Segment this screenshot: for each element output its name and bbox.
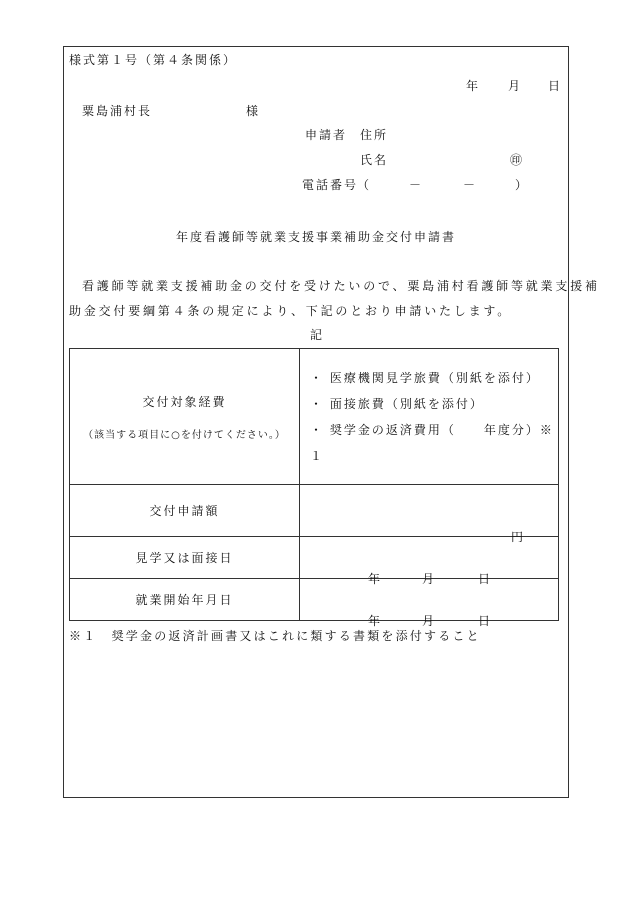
amount-label: 交付申請額 (70, 485, 300, 537)
addressee-honorific: 様 (246, 104, 259, 118)
application-table (69, 348, 559, 628)
date-month: 月 (508, 79, 521, 93)
employment-month: 月 (422, 613, 435, 628)
interview-month: 月 (422, 571, 435, 586)
footnote: ※１ 奨学金の返済計画書又はこれに類する書類を添付すること (69, 629, 481, 643)
expense-note: （該当する項目に○を付けてください。） (83, 429, 286, 441)
address-label: 住所 (360, 128, 389, 142)
table-row (70, 537, 559, 579)
document-title: 年度看護師等就業支援事業補助金交付申請書 (176, 230, 457, 244)
table-row (70, 349, 559, 485)
phone-dash-1: － (409, 178, 422, 192)
expense-option-2: ・ 面接旅費（別紙を添付） (310, 396, 484, 411)
phone-dash-2: － (463, 178, 476, 192)
form-number: 様式第１号（第４条関係） (69, 53, 238, 67)
expense-option-1: ・ 医療機関見学旅費（別紙を添付） (310, 370, 540, 385)
applicant-label: 申請者 (305, 128, 348, 142)
interview-date-label: 見学又は面接日 (70, 537, 300, 579)
phone-open: （ (357, 178, 370, 192)
phone-close: ） (515, 178, 528, 192)
body-line-1: 看護師等就業支援補助金の交付を受けたいので、粟島浦村看護師等就業支援補 (82, 279, 600, 293)
expense-options-cell (300, 349, 559, 485)
ki-heading: 記 (310, 328, 323, 342)
employment-day: 日 (478, 613, 491, 628)
seal-mark: ㊞ (510, 153, 523, 167)
amount-unit: 円 (511, 529, 524, 544)
name-label: 氏名 (360, 153, 389, 167)
date-day: 日 (548, 79, 561, 93)
expense-label: 交付対象経費 (142, 394, 227, 409)
interview-year: 年 (368, 571, 381, 586)
addressee-name: 粟島浦村長 (82, 104, 153, 118)
employment-start-label: 就業開始年月日 (70, 579, 300, 621)
expense-label-cell (70, 349, 300, 485)
employment-year: 年 (368, 613, 381, 628)
body-line-2: 助金交付要綱第４条の規定により、下記のとおり申請いたします。 (69, 304, 513, 318)
interview-day: 日 (478, 571, 491, 586)
table-row (70, 485, 559, 537)
expense-option-3: ・ 奨学金の返済費用（ 年度分）※１ (310, 422, 554, 463)
phone-label: 電話番号 (302, 178, 359, 192)
date-year: 年 (466, 79, 479, 93)
amount-value-cell (300, 485, 559, 544)
